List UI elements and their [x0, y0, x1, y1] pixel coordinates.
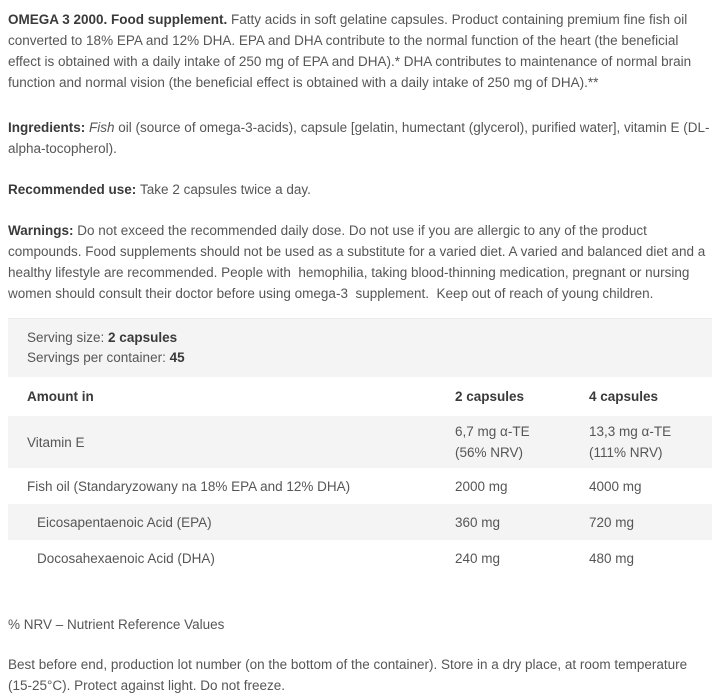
recommended-use-text: Take 2 capsules twice a day.: [140, 182, 311, 197]
value-nrv: (111% NRV): [589, 445, 663, 460]
warnings-label: Warnings:: [8, 223, 78, 238]
intro-text: Fatty acids in soft gelatine capsules. Product containing premium fine fish oil converted to 18% EPA and 12% DHA. EPA and DHA contribute to the normal function of the heart (the beneficial effect is obtained with a daily intake of 250 mg of EPA and DHA).* DHA contributes to maintenance of normal brain function and normal vision (the beneficial effect is obtained with a daily intake of 250 mg of DHA).**: [8, 12, 695, 90]
ingredients-text: oil (source of omega-3-acids), capsule [gelatin, humectant (glycerol), purified water], vitamin E (DL-alpha-tocopherol).: [8, 120, 710, 156]
table-row-fish-oil: [8, 468, 712, 504]
serving-size-value: 2 capsules: [108, 330, 178, 345]
value-2-capsules: 360 mg: [455, 514, 501, 530]
warnings-paragraph: [8, 220, 712, 304]
table-header-row: [8, 377, 712, 416]
value-4-capsules: 720 mg: [589, 514, 635, 530]
storage-note: Best before end, production lot number (on the bottom of the container). Store in a dry place, at room temperature (15-25°C). Protect against light. Do not freeze.: [8, 657, 691, 693]
serving-size-label: Serving size:: [27, 330, 109, 345]
value-2-capsules: 240 mg: [455, 550, 501, 566]
recommended-use-paragraph: [8, 179, 712, 200]
value-amount: 13,3 mg α-TE: [589, 424, 672, 439]
serving-size-line: [27, 328, 700, 348]
warnings-text: Do not exceed the recommended daily dose. Do not use if you are allergic to any of the product compounds. Food supplements should not be used as a substitute for a varied diet. A varied and balanced diet and a healthy lifestyle are recommended. People with hemophilia, taking blood-thinning medication, pregnant or nursing women should consult their doctor before using omega-3 supplement. Keep out of reach of young children.: [8, 223, 709, 301]
intro-paragraph: [8, 9, 712, 93]
product-title: OMEGA 3 2000. Food supplement.: [8, 12, 228, 27]
row-label: Fish oil (Standaryzowany na 18% EPA and 12% DHA): [27, 478, 351, 494]
servings-per-container-line: [27, 348, 700, 368]
supplement-facts-table: [8, 318, 712, 576]
column-header-2-capsules: 2 capsules: [455, 389, 525, 404]
row-label: Vitamin E: [27, 434, 85, 450]
table-row-dha: [8, 540, 712, 576]
ingredients-paragraph: [8, 117, 712, 159]
nrv-footnote: % NRV – Nutrient Reference Values: [8, 617, 225, 632]
row-label: Eicosapentaenoic Acid (EPA): [37, 514, 212, 530]
recommended-use-label: Recommended use:: [8, 182, 141, 197]
column-header-4-capsules: 4 capsules: [589, 389, 659, 404]
ingredients-italic: Fish: [89, 120, 115, 135]
servings-per-container-value: 45: [169, 350, 185, 365]
value-4-capsules: 4000 mg: [589, 478, 642, 494]
servings-per-container-label: Servings per container:: [27, 350, 170, 365]
table-row-epa: [8, 504, 712, 540]
ingredients-label: Ingredients:: [8, 120, 90, 135]
value-amount: 6,7 mg α-TE: [455, 424, 530, 439]
value-nrv: (56% NRV): [455, 445, 524, 460]
value-4-capsules: [589, 421, 712, 463]
value-2-capsules: 2000 mg: [455, 478, 508, 494]
product-info-page: [0, 9, 720, 695]
column-header-amount-in: Amount in: [27, 389, 94, 404]
row-label: Docosahexaenoic Acid (DHA): [37, 550, 215, 566]
table-row-vitamin-e: [8, 416, 712, 468]
serving-info-box: [8, 318, 712, 377]
value-2-capsules: [455, 421, 589, 463]
value-4-capsules: 480 mg: [589, 550, 635, 566]
